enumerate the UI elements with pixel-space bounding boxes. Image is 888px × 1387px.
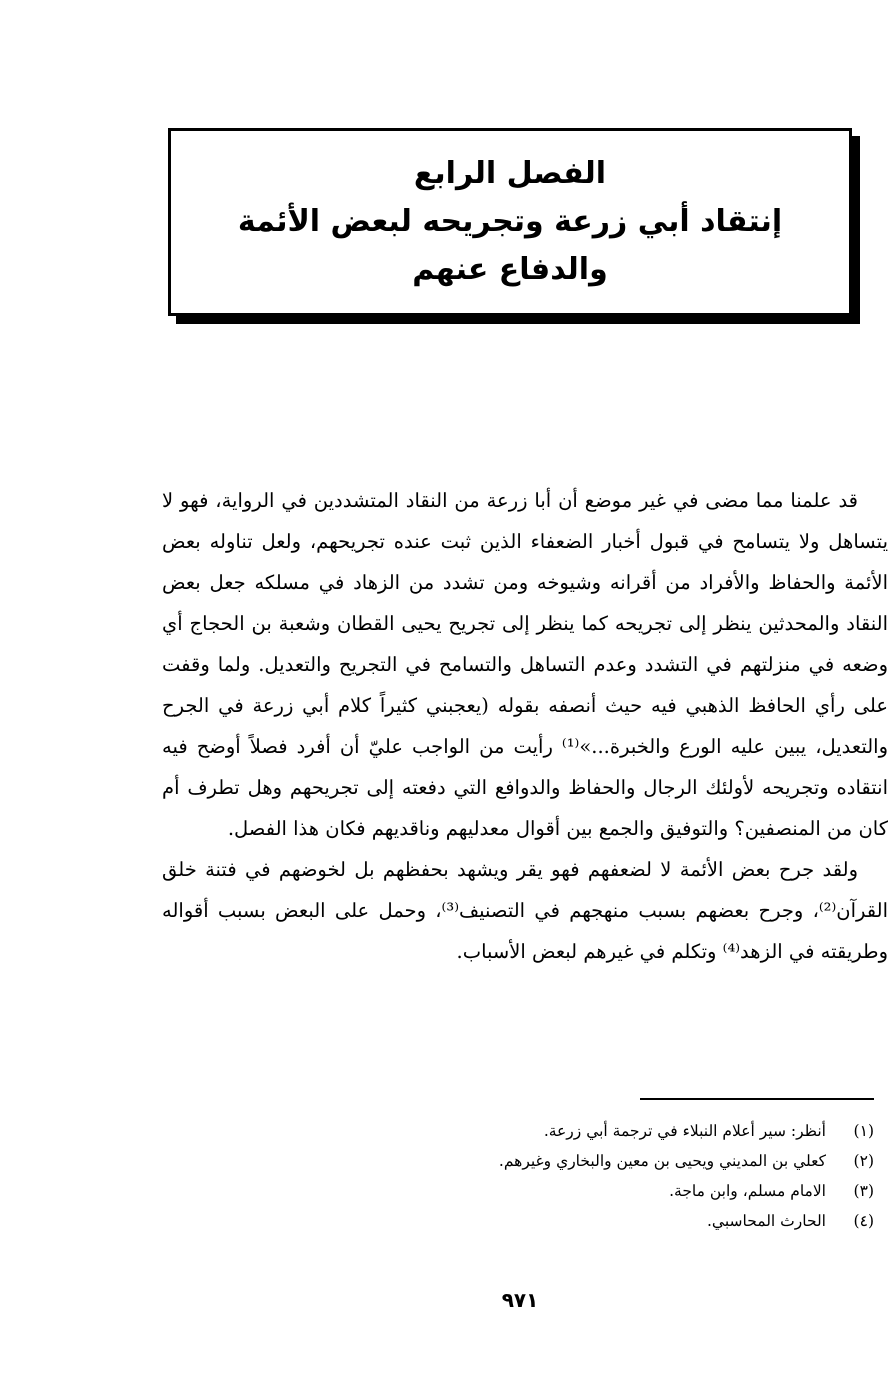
paragraph-2: ولقد جرح بعض الأئمة لا لضعفهم فهو يقر ويشهد بحفظهم بل لخوضهم في فتنة خلق القرآن⁽²⁾، وجرح بعضهم بسبب منهجهم في التصنيف⁽³⁾، وحمل على البعض بسبب أقواله وطريقته في الزهد⁽⁴⁾ وتكلم في غيرهم لبعض الأسباب.	[162, 858, 888, 963]
footnote-number: (٣)	[853, 1182, 874, 1200]
footnotes	[380, 1116, 874, 1236]
chapter-title-box	[168, 128, 852, 316]
footnote-item	[380, 1146, 874, 1176]
footnote-item	[380, 1206, 874, 1236]
footnote-item	[380, 1176, 874, 1206]
footnote-text: أنظر: سير أعلام النبلاء في ترجمة أبي زرعة.	[543, 1122, 826, 1140]
chapter-subtitle: والدفاع عنهم	[412, 252, 608, 287]
chapter-title: إنتقاد أبي زرعة وتجريحه لبعض الأئمة	[237, 204, 783, 239]
paragraph-1: قد علمنا مما مضى في غير موضع أن أبا زرعة من النقاد المتشددين في الرواية، فهو لا يتساهل ولا يتسامح في قبول أخبار الضعفاء الذين ثبت عنده تجريحهم، ولعل تناوله بعض الأئمة والحفاظ والأفراد من أقرانه وشيوخه ومن تشدد من الزهاد في مسلكه جعل بعض النقاد والمحدثين ينظر إلى تجريحه كما ينظر إلى تجريح يحيى القطان وشعبة بن الحجاج أي وضعه في منزلتهم في التشدد وعدم التساهل والتسامح في التجريح والتعديل. ولما وقفت على رأي الحافظ الذهبي فيه حيث أنصفه بقوله (يعجبني كثيراً كلام أبي زرعة في الجرح والتعديل، يبين عليه الورع والخبرة...»⁽¹⁾ رأيت من الواجب عليّ أن أفرد فصلاً أوضح فيه انتقاده وتجريحه لأولئك الرجال والحفاظ والدوافع التي دفعته إلى تجريحهم وهل تطرف أم كان من المنصفين؟ والتوفيق والجمع بين أقوال معدليهم وناقديهم فكان هذا الفصل.	[162, 489, 888, 840]
footnote-number: (٤)	[853, 1212, 874, 1230]
footnote-text: الحارث المحاسبي.	[707, 1212, 826, 1230]
footnote-number: (٢)	[853, 1152, 874, 1170]
footnote-text: كعلي بن المديني ويحيى بن معين والبخاري وغيرهم.	[498, 1152, 826, 1170]
footnote-divider	[640, 1098, 874, 1100]
footnote-number: (١)	[853, 1122, 874, 1140]
footnote-item	[380, 1116, 874, 1146]
page-number: ٩٧١	[501, 1288, 539, 1312]
body-text	[162, 480, 888, 972]
footnote-text: الامام مسلم، وابن ماجة.	[669, 1182, 826, 1200]
chapter-heading: الفصل الرابع	[413, 156, 607, 191]
